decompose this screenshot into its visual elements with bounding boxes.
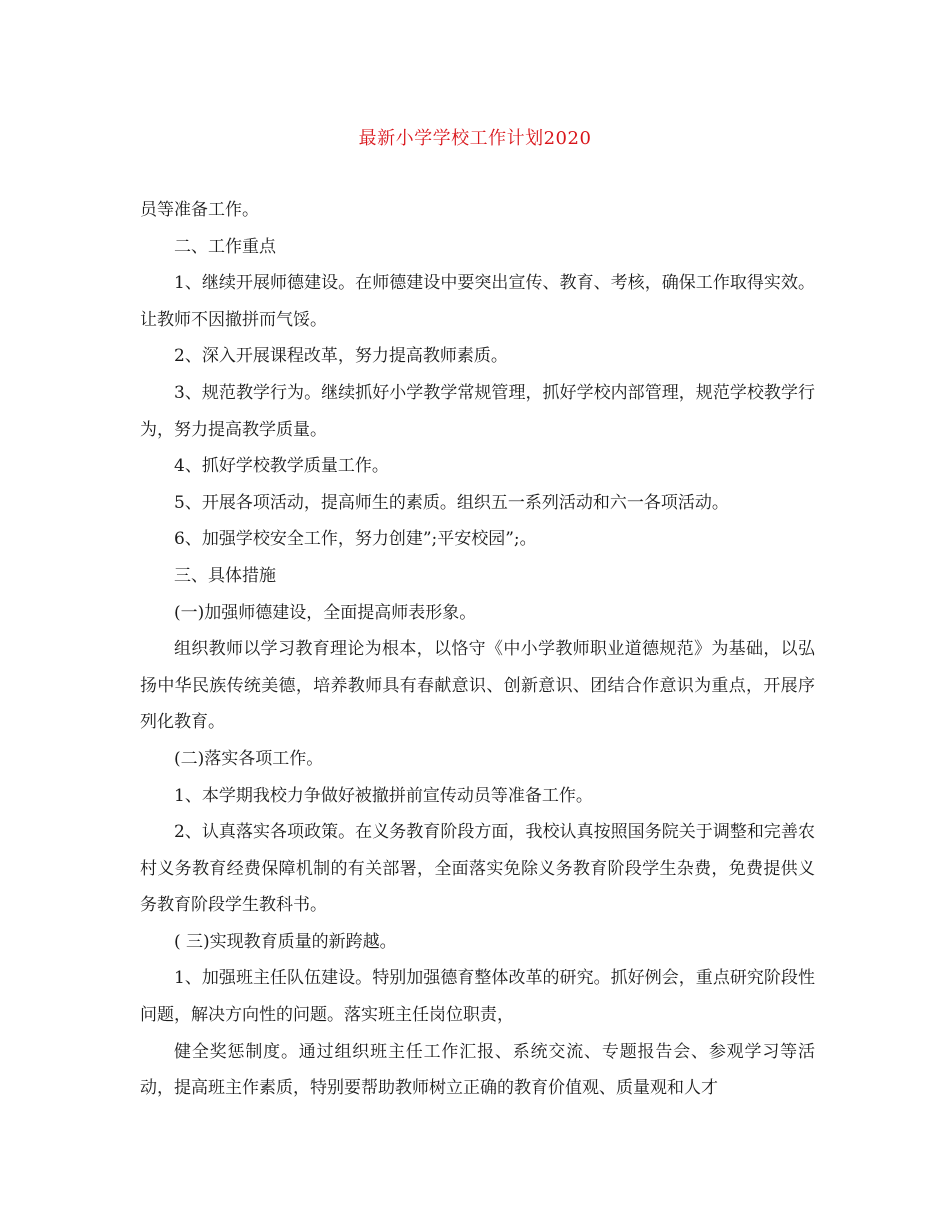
document-title: 最新小学学校工作计划2020 — [358, 128, 592, 149]
paragraph: 1、加强班主任队伍建设。特别加强德育整体改革的研究。抓好例会，重点研究阶段性问题，解决方向性的问题。落实班主任岗位职责， — [140, 968, 815, 1026]
paragraph: 2、认真落实各项政策。在义务教育阶段方面，我校认真按照国务院关于调整和完善农村义务教育经费保障机制的有关部署，全面落实免除义务教育阶段学生杂费，免费提供义务教育阶段学生教科书。 — [140, 822, 815, 916]
subsection-heading: (一)加强师德建设，全面提高师表形象。 — [174, 602, 477, 623]
paragraph: 1、本学期我校力争做好被撤拼前宣传动员等准备工作。 — [174, 785, 593, 806]
section-heading: 三、具体措施 — [174, 565, 276, 586]
document-body — [140, 192, 815, 1107]
paragraph: 6、加强学校安全工作，努力创建”;平安校园”;。 — [174, 529, 537, 550]
paragraph: 员等准备工作。 — [140, 200, 259, 220]
paragraph: 1、继续开展师德建设。在师德建设中要突出宣传、教育、考核，确保工作取得实效。让教师不因撤拼而气馁。 — [140, 273, 815, 330]
paragraph: 健全奖惩制度。通过组织班主任工作汇报、系统交流、专题报告会、参观学习等活动，提高班主作素质，特别要帮助教师树立正确的教育价值观、质量观和人才 — [140, 1041, 815, 1099]
paragraph: 2、深入开展课程改革，努力提高教师素质。 — [174, 346, 508, 367]
paragraph: 5、开展各项活动，提高师生的素质。组织五一系列活动和六一各项活动。 — [174, 492, 729, 513]
section-heading: 二、工作重点 — [174, 236, 276, 257]
paragraph: 3、规范教学行为。继续抓好小学教学常规管理，抓好学校内部管理，规范学校教学行为，努力提高教学质量。 — [140, 382, 815, 440]
paragraph: 组织教师以学习教育理论为根本，以恪守《中小学教师职业道德规范》为基础，以弘扬中华民族传统美德，培养教师具有春献意识、创新意识、团结合作意识为重点，开展序列化教育。 — [140, 639, 815, 733]
subsection-heading: (二)落实各项工作。 — [174, 748, 324, 769]
subsection-heading: ( 三)实现教育质量的新跨越。 — [174, 931, 397, 952]
paragraph: 4、抓好学校教学质量工作。 — [174, 456, 389, 477]
